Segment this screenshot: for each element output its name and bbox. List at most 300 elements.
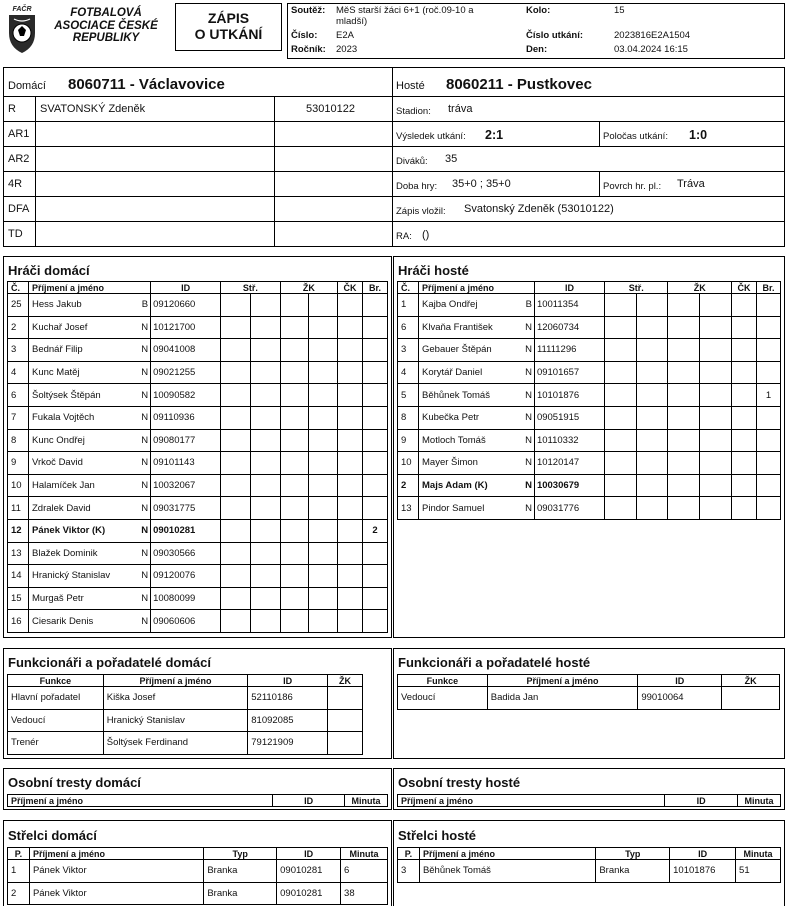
section-title: Osobní tresty hosté xyxy=(398,775,521,790)
substitution-cell xyxy=(250,316,280,339)
scorer-type: Branka xyxy=(596,860,670,883)
playtime-label: Doba hry: xyxy=(396,181,438,192)
document-title: ZÁPIS O UTKÁNÍ xyxy=(175,3,282,51)
yellow-card-cell xyxy=(309,406,338,429)
substitution-cell xyxy=(250,294,280,317)
yellow-card-cell xyxy=(668,384,700,407)
yellow-card-cell xyxy=(700,474,732,497)
player-number: 3 xyxy=(398,339,419,362)
stadium-label: Stadion: xyxy=(396,106,431,117)
official-name: Badida Jan xyxy=(487,687,638,710)
substitution-cell xyxy=(636,429,668,452)
player-flag: N xyxy=(518,316,534,339)
spectators-label: Diváků: xyxy=(396,156,428,167)
player-flag: B xyxy=(518,294,534,317)
referee-id: 53010122 xyxy=(306,103,355,115)
section-title: Osobní tresty domácí xyxy=(8,775,141,790)
player-name: Hranický Stanislav xyxy=(29,565,135,588)
red-card-cell xyxy=(338,361,363,384)
goals-cell: 1 xyxy=(757,384,781,407)
substitution-cell xyxy=(250,384,280,407)
player-name: Kunc Ondřej xyxy=(29,429,135,452)
facr-logo xyxy=(3,3,41,55)
away-label: Hosté xyxy=(396,80,425,92)
player-name: Kuchař Josef xyxy=(29,316,135,339)
home-players-panel xyxy=(3,256,392,638)
yellow-card-cell xyxy=(309,384,338,407)
player-name: Motloch Tomáš xyxy=(419,429,519,452)
home-players-table: Č. Příjmení a jméno ID Stř. ŽK ČK Br. 25 Hess Jakub B 09120660 2 Kuchař Josef N 10121700 3 Bednář Filip N 09041008 4 Kunc Matěj N 09021255 6 Šoltýsek Štěpán N 10090582 7 Fukala Vojtěch N 09110936 8 Kunc Ondřej N 09080177 9 Vrkoč David N 09101143 10 Halamíček Jan N 10032067 11 Zdralek David N 09031775 12 Pánek Viktor (K) N 09010281 2 13 Blažek Dominik N 09030566 14 Hranický Stanislav N 09120076 15 Murgaš Petr N 10080099 16 Ciesarik Denis N 09060606 xyxy=(7,281,388,633)
player-id: 09110936 xyxy=(151,406,221,429)
player-name: Kubečka Petr xyxy=(419,406,519,429)
yellow-card-cell xyxy=(309,610,338,633)
halftime-label: Poločas utkání: xyxy=(603,131,668,142)
halftime-value: 1:0 xyxy=(689,128,708,142)
table-row xyxy=(8,452,388,475)
table-row xyxy=(398,384,781,407)
yellow-card-cell xyxy=(668,339,700,362)
referee-role: DFA xyxy=(8,203,30,215)
player-flag: N xyxy=(135,565,151,588)
player-flag: N xyxy=(518,474,534,497)
yellow-card-cell xyxy=(668,294,700,317)
table-row xyxy=(398,406,781,429)
yellow-card-cell xyxy=(309,339,338,362)
home-penalties-table: Příjmení a jméno ID Minuta xyxy=(7,794,388,807)
table-row xyxy=(8,429,388,452)
yellow-card-cell xyxy=(280,587,309,610)
player-id: 09031776 xyxy=(534,497,604,520)
player-name: Pindor Samuel xyxy=(419,497,519,520)
substitution-cell xyxy=(221,565,251,588)
player-id: 10110332 xyxy=(534,429,604,452)
yellow-card-cell xyxy=(700,384,732,407)
player-name: Gebauer Štěpán xyxy=(419,339,519,362)
player-flag: N xyxy=(135,429,151,452)
player-id: 10011354 xyxy=(534,294,604,317)
goals-cell xyxy=(363,542,388,565)
table-row xyxy=(8,610,388,633)
goals-cell xyxy=(757,406,781,429)
player-number: 6 xyxy=(8,384,29,407)
red-card-cell xyxy=(338,565,363,588)
table-row xyxy=(8,294,388,317)
scorer-name: Pánek Viktor xyxy=(29,860,203,883)
table-row xyxy=(398,429,781,452)
substitution-cell xyxy=(221,519,251,542)
substitution-cell xyxy=(221,406,251,429)
substitution-cell xyxy=(221,361,251,384)
substitution-cell xyxy=(250,587,280,610)
player-flag: N xyxy=(518,361,534,384)
table-row xyxy=(8,882,388,905)
goals-cell xyxy=(363,565,388,588)
table-row xyxy=(8,384,388,407)
player-id: 11111296 xyxy=(534,339,604,362)
scorer-order: 2 xyxy=(8,882,30,905)
goals-cell xyxy=(363,406,388,429)
result-value: 2:1 xyxy=(485,128,504,142)
substitution-cell xyxy=(636,316,668,339)
home-scorers-table: P. Příjmení a jméno Typ ID Minuta 1 Pánek Viktor Branka 09010281 6 2 Pánek Viktor Branka 09010281 38 xyxy=(7,847,388,905)
section-title: Funkcionáři a pořadatelé hosté xyxy=(398,655,591,670)
result-label: Výsledek utkání: xyxy=(396,131,466,142)
table-row xyxy=(398,497,781,520)
player-number: 16 xyxy=(8,610,29,633)
table-row xyxy=(398,316,781,339)
yellow-card-cell xyxy=(668,429,700,452)
player-number: 8 xyxy=(8,429,29,452)
player-id: 10032067 xyxy=(151,474,221,497)
substitution-cell xyxy=(221,452,251,475)
player-id: 12060734 xyxy=(534,316,604,339)
substitution-cell xyxy=(250,452,280,475)
scorer-order: 3 xyxy=(398,860,420,883)
player-name: Kunc Matěj xyxy=(29,361,135,384)
playtime-value: 35+0 ; 35+0 xyxy=(452,178,511,190)
red-card-cell xyxy=(732,339,757,362)
player-flag: N xyxy=(518,384,534,407)
substitution-cell xyxy=(250,565,280,588)
yellow-card-cell xyxy=(309,565,338,588)
table-row xyxy=(8,565,388,588)
player-flag: B xyxy=(135,294,151,317)
substitution-cell xyxy=(221,384,251,407)
player-number: 8 xyxy=(398,406,419,429)
red-card-cell xyxy=(338,519,363,542)
player-number: 2 xyxy=(398,474,419,497)
yellow-card-cell xyxy=(280,565,309,588)
red-card-cell xyxy=(338,339,363,362)
red-card-cell xyxy=(338,497,363,520)
substitution-cell xyxy=(604,361,636,384)
goals-cell xyxy=(363,339,388,362)
official-id: 79121909 xyxy=(248,732,328,755)
scorer-name: Běhůnek Tomáš xyxy=(419,860,595,883)
yellow-card-cell xyxy=(309,497,338,520)
red-card-cell xyxy=(338,474,363,497)
yellow-card-cell xyxy=(280,339,309,362)
substitution-cell xyxy=(221,542,251,565)
red-card-cell xyxy=(338,294,363,317)
player-id: 10090582 xyxy=(151,384,221,407)
table-row xyxy=(8,316,388,339)
goals-cell xyxy=(363,497,388,520)
yellow-card-cell xyxy=(280,452,309,475)
red-card-cell xyxy=(338,542,363,565)
goals-cell: 2 xyxy=(363,519,388,542)
yellow-card-cell xyxy=(700,406,732,429)
player-id: 09080177 xyxy=(151,429,221,452)
substitution-cell xyxy=(604,294,636,317)
player-flag: N xyxy=(135,452,151,475)
player-number: 11 xyxy=(8,497,29,520)
official-role: Vedoucí xyxy=(8,709,104,732)
player-number: 5 xyxy=(398,384,419,407)
red-card-cell xyxy=(338,384,363,407)
scorer-minute: 51 xyxy=(736,860,781,883)
referee-role: AR2 xyxy=(8,153,30,165)
yellow-card-cell xyxy=(700,452,732,475)
table-row xyxy=(8,860,388,883)
player-id: 09041008 xyxy=(151,339,221,362)
away-players-panel xyxy=(393,256,785,638)
substitution-cell xyxy=(604,406,636,429)
player-number: 3 xyxy=(8,339,29,362)
yellow-card-cell xyxy=(700,497,732,520)
goals-cell xyxy=(363,429,388,452)
scorer-minute: 6 xyxy=(341,860,388,883)
player-number: 13 xyxy=(398,497,419,520)
player-name: Kajba Ondřej xyxy=(419,294,519,317)
player-id: 09101657 xyxy=(534,361,604,384)
official-role: Trenér xyxy=(8,732,104,755)
substitution-cell xyxy=(604,497,636,520)
section-title: Střelci hosté xyxy=(398,828,477,843)
home-label: Domácí xyxy=(8,80,46,92)
yellow-card-cell xyxy=(280,497,309,520)
substitution-cell xyxy=(636,406,668,429)
red-card-cell xyxy=(732,316,757,339)
referee-name: SVATONSKÝ Zdeněk xyxy=(40,103,146,115)
yellow-card-cell xyxy=(280,361,309,384)
substitution-cell xyxy=(636,339,668,362)
table-row xyxy=(398,339,781,362)
yellow-card-cell xyxy=(309,294,338,317)
yellow-card-cell xyxy=(309,361,338,384)
yellow-card-cell xyxy=(280,429,309,452)
table-row xyxy=(8,709,363,732)
player-name: Bednář Filip xyxy=(29,339,135,362)
goals-cell xyxy=(757,316,781,339)
surface-value: Tráva xyxy=(677,178,705,190)
player-name: Vrkoč David xyxy=(29,452,135,475)
yellow-card-cell xyxy=(722,687,780,710)
stadium-value: tráva xyxy=(448,103,473,115)
table-row xyxy=(8,406,388,429)
player-number: 13 xyxy=(8,542,29,565)
yellow-card-cell xyxy=(280,542,309,565)
away-officials-table: Funkce Příjmení a jméno ID ŽK Vedoucí Badida Jan 99010064 xyxy=(397,674,780,710)
player-flag: N xyxy=(135,497,151,520)
goals-cell xyxy=(363,316,388,339)
section-title: Hráči hosté xyxy=(398,263,469,278)
official-id: 81092085 xyxy=(248,709,328,732)
table-row xyxy=(398,452,781,475)
player-name: Ciesarik Denis xyxy=(29,610,135,633)
away-scorers-panel xyxy=(393,820,785,906)
svg-text:FAČR: FAČR xyxy=(12,6,32,13)
table-row xyxy=(8,542,388,565)
player-flag: N xyxy=(135,406,151,429)
official-name: Kiška Josef xyxy=(103,687,248,710)
yellow-card-cell xyxy=(700,316,732,339)
red-card-cell xyxy=(338,610,363,633)
player-name: Pánek Viktor (K) xyxy=(29,519,135,542)
yellow-card-cell xyxy=(668,474,700,497)
player-name: Běhůnek Tomáš xyxy=(419,384,519,407)
substitution-cell xyxy=(221,339,251,362)
red-card-cell xyxy=(732,294,757,317)
player-flag: N xyxy=(135,384,151,407)
table-row xyxy=(8,687,363,710)
yellow-card-cell xyxy=(280,610,309,633)
yellow-card-cell xyxy=(309,452,338,475)
yellow-card-cell xyxy=(309,587,338,610)
player-number: 2 xyxy=(8,316,29,339)
substitution-cell xyxy=(250,474,280,497)
substitution-cell xyxy=(604,429,636,452)
official-name: Šoltýsek Ferdinand xyxy=(103,732,248,755)
goals-cell xyxy=(363,452,388,475)
away-penalties-panel xyxy=(393,768,785,810)
player-flag: N xyxy=(135,610,151,633)
player-flag: N xyxy=(135,361,151,384)
entered-by-label: Zápis vložil: xyxy=(396,206,446,217)
player-name: Klvaňa František xyxy=(419,316,519,339)
player-flag: N xyxy=(135,474,151,497)
player-name: Blažek Dominik xyxy=(29,542,135,565)
away-players-table: Č. Příjmení a jméno ID Stř. ŽK ČK Br. 1 Kajba Ondřej B 10011354 6 Klvaňa František N 12060734 3 Gebauer Štěpán N 11111296 4 Korytář Daniel N 09101657 5 Běhůnek Tomáš N 10101876 1 8 Kubečka Petr N 09051915 9 Motloch Tomáš N 10110332 10 Mayer Šimon N 10120147 2 Majs Adam (K) N 10030679 13 Pindor Samuel N 09031776 xyxy=(397,281,781,520)
away-scorers-table: P. Příjmení a jméno Typ ID Minuta 3 Běhůnek Tomáš Branka 10101876 51 xyxy=(397,847,781,883)
substitution-cell xyxy=(221,316,251,339)
yellow-card-cell xyxy=(280,519,309,542)
entered-by-value: Svatonský Zdeněk (53010122) xyxy=(464,203,614,215)
official-id: 99010064 xyxy=(638,687,722,710)
yellow-card-cell xyxy=(280,294,309,317)
player-number: 14 xyxy=(8,565,29,588)
substitution-cell xyxy=(250,429,280,452)
player-number: 10 xyxy=(8,474,29,497)
yellow-card-cell xyxy=(309,474,338,497)
table-row xyxy=(398,361,781,384)
official-id: 52110186 xyxy=(248,687,328,710)
table-row xyxy=(8,474,388,497)
scorer-order: 1 xyxy=(8,860,30,883)
home-officials-panel xyxy=(3,648,392,759)
player-number: 9 xyxy=(398,429,419,452)
table-row xyxy=(8,361,388,384)
goals-cell xyxy=(757,339,781,362)
red-card-cell xyxy=(732,361,757,384)
home-penalties-panel xyxy=(3,768,392,810)
player-number: 9 xyxy=(8,452,29,475)
goals-cell xyxy=(363,610,388,633)
substitution-cell xyxy=(636,361,668,384)
player-name: Murgaš Petr xyxy=(29,587,135,610)
substitution-cell xyxy=(604,384,636,407)
scorer-minute: 38 xyxy=(341,882,388,905)
player-name: Šoltýsek Štěpán xyxy=(29,384,135,407)
player-id: 10080099 xyxy=(151,587,221,610)
goals-cell xyxy=(363,474,388,497)
substitution-cell xyxy=(604,339,636,362)
goals-cell xyxy=(363,384,388,407)
player-flag: N xyxy=(135,519,151,542)
ra-label: RA: xyxy=(396,231,412,242)
player-id: 09021255 xyxy=(151,361,221,384)
away-team: 8060211 - Pustkovec xyxy=(446,76,592,93)
player-number: 4 xyxy=(398,361,419,384)
scorer-type: Branka xyxy=(204,860,277,883)
substitution-cell xyxy=(604,316,636,339)
substitution-cell xyxy=(250,542,280,565)
match-info xyxy=(3,67,785,247)
red-card-cell xyxy=(732,406,757,429)
red-card-cell xyxy=(732,497,757,520)
table-row xyxy=(8,519,388,542)
substitution-cell xyxy=(221,587,251,610)
home-officials-table: Funkce Příjmení a jméno ID ŽK Hlavní pořadatel Kiška Josef 52110186 Vedoucí Hranický Stanislav 81092085 Trenér Šoltýsek Ferdinand 79121909 xyxy=(7,674,363,755)
surface-label: Povrch hr. pl.: xyxy=(603,181,662,192)
yellow-card-cell xyxy=(328,709,363,732)
player-number: 25 xyxy=(8,294,29,317)
substitution-cell xyxy=(250,519,280,542)
red-card-cell xyxy=(338,452,363,475)
substitution-cell xyxy=(636,294,668,317)
player-id: 09031775 xyxy=(151,497,221,520)
player-number: 12 xyxy=(8,519,29,542)
ra-value: () xyxy=(422,229,430,241)
player-name: Zdralek David xyxy=(29,497,135,520)
official-name: Hranický Stanislav xyxy=(103,709,248,732)
goals-cell xyxy=(363,587,388,610)
yellow-card-cell xyxy=(309,542,338,565)
player-id: 10101876 xyxy=(534,384,604,407)
player-flag: N xyxy=(518,452,534,475)
player-name: Hess Jakub xyxy=(29,294,135,317)
yellow-card-cell xyxy=(700,429,732,452)
spectators-value: 35 xyxy=(445,153,458,165)
player-id: 10121700 xyxy=(151,316,221,339)
substitution-cell xyxy=(604,452,636,475)
player-id: 09101143 xyxy=(151,452,221,475)
yellow-card-cell xyxy=(309,429,338,452)
table-row xyxy=(8,732,363,755)
substitution-cell xyxy=(250,406,280,429)
referee-role: R xyxy=(8,103,16,115)
substitution-cell xyxy=(636,474,668,497)
substitution-cell xyxy=(636,497,668,520)
yellow-card-cell xyxy=(668,452,700,475)
away-penalties-table: Příjmení a jméno ID Minuta xyxy=(397,794,781,807)
table-row xyxy=(8,339,388,362)
table-row xyxy=(8,497,388,520)
table-row xyxy=(398,860,781,883)
referee-role: AR1 xyxy=(8,128,30,140)
player-flag: N xyxy=(135,316,151,339)
yellow-card-cell xyxy=(328,687,363,710)
red-card-cell xyxy=(338,406,363,429)
substitution-cell xyxy=(221,294,251,317)
section-title: Střelci domácí xyxy=(8,828,97,843)
player-id: 09120076 xyxy=(151,565,221,588)
yellow-card-cell xyxy=(700,361,732,384)
player-number: 4 xyxy=(8,361,29,384)
player-id: 09010281 xyxy=(151,519,221,542)
goals-cell xyxy=(757,452,781,475)
player-number: 10 xyxy=(398,452,419,475)
player-number: 6 xyxy=(398,316,419,339)
scorer-name: Pánek Viktor xyxy=(29,882,203,905)
player-name: Fukala Vojtěch xyxy=(29,406,135,429)
official-role: Hlavní pořadatel xyxy=(8,687,104,710)
yellow-card-cell xyxy=(668,316,700,339)
player-id: 09051915 xyxy=(534,406,604,429)
red-card-cell xyxy=(732,452,757,475)
section-title: Funkcionáři a pořadatelé domácí xyxy=(8,655,211,670)
scorer-id: 09010281 xyxy=(277,860,341,883)
